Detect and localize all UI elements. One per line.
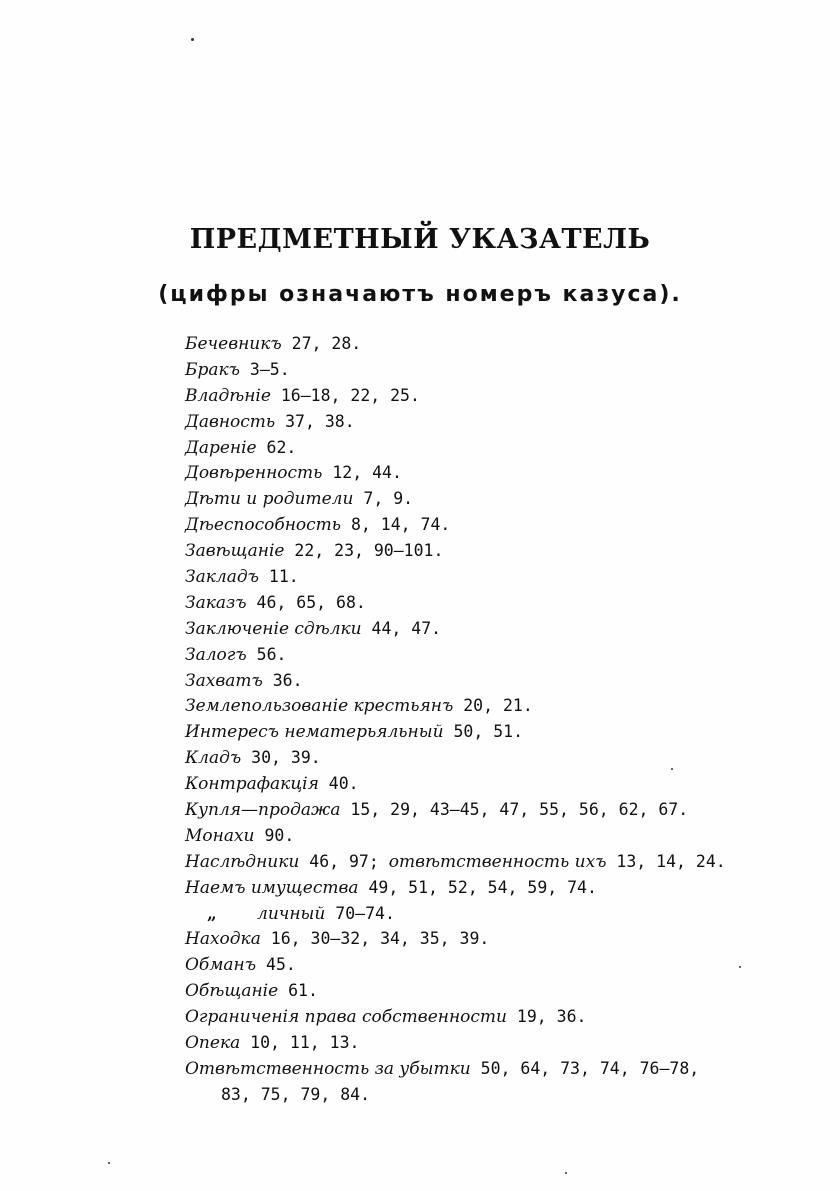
index-entry <box>185 693 745 719</box>
entry-refs: 19, 36. <box>506 1007 587 1027</box>
index-entry <box>185 486 745 512</box>
entry-term: Бечевникъ <box>185 334 282 354</box>
index-entry <box>185 1030 745 1056</box>
entry-term: Обманъ <box>185 955 257 976</box>
entry-refs: 50, 51. <box>443 722 524 742</box>
subject-index-list <box>185 331 745 1108</box>
entry-term: Наемъ имущества <box>185 877 359 898</box>
entry-term: Монахи <box>185 825 255 846</box>
index-entry <box>185 849 745 875</box>
index-entry <box>185 409 745 435</box>
entry-refs: 7, 9. <box>353 489 414 509</box>
entry-term: Давность <box>185 411 276 432</box>
entry-refs: 11. <box>258 567 299 587</box>
entry-refs: 62. <box>256 437 297 457</box>
entry-term: Владѣніе <box>185 385 271 406</box>
entry-subterm: отвѣтственность ихъ <box>388 851 607 872</box>
entry-refs: 50, 64, 73, 74, 76—78, <box>470 1058 700 1078</box>
entry-term: Отвѣтственность за убытки <box>185 1058 471 1079</box>
index-entry <box>185 383 745 409</box>
entry-refs: 16, 30—32, 34, 35, 39. <box>260 929 490 949</box>
entry-term: Интересъ нематерьяльный <box>185 722 444 743</box>
print-speck <box>565 1172 567 1174</box>
index-entry <box>185 616 745 642</box>
index-entry <box>185 512 745 538</box>
entry-term: личный <box>257 903 326 924</box>
entry-term: Дѣеспособность <box>185 515 342 536</box>
entry-subrefs: 13, 14, 24. <box>606 851 726 871</box>
index-entry-ditto <box>185 901 745 927</box>
entry-term: Заключеніе сдѣлки <box>185 618 362 639</box>
index-entry <box>185 564 745 590</box>
index-entry <box>185 590 745 616</box>
entry-refs: 37, 38. <box>275 411 355 431</box>
index-entry <box>185 460 745 486</box>
entry-term: Заказъ <box>185 592 247 613</box>
index-entry <box>185 719 745 745</box>
entry-term: Закладъ <box>185 567 259 588</box>
entry-refs: 8, 14, 74. <box>341 515 451 535</box>
index-entry <box>185 926 745 952</box>
entry-refs: 16—18, 22, 25. <box>270 385 420 405</box>
index-entry <box>185 538 745 564</box>
entry-refs: 70—74. <box>325 903 395 923</box>
page-subtitle: (цифры означаютъ номеръ казуса). <box>158 282 682 307</box>
entry-term: Опека <box>185 1033 241 1054</box>
entry-term: Контрафакція <box>185 774 319 795</box>
entry-refs: 61. <box>278 981 318 1001</box>
index-entry <box>185 745 745 771</box>
entry-term: Захватъ <box>185 670 263 691</box>
index-entry <box>185 1004 745 1030</box>
index-entry <box>185 875 745 901</box>
index-entry <box>185 357 745 383</box>
entry-term: Наслѣдники <box>185 851 300 872</box>
index-entry <box>185 952 745 978</box>
print-speck <box>108 1162 110 1164</box>
entry-term: Завѣщаніе <box>185 541 285 562</box>
entry-term: Находка <box>185 929 261 950</box>
index-entry <box>185 642 745 668</box>
index-entry <box>185 1056 745 1082</box>
index-entry <box>185 797 745 823</box>
entry-term: Залогъ <box>185 644 247 665</box>
entry-refs: 30, 39. <box>241 748 321 768</box>
entry-term: Землепользованіе крестьянъ <box>185 696 454 717</box>
page-title: ПРЕДМЕТНЫЙ УКАЗАТЕЛЬ <box>189 224 651 255</box>
ditto-mark: „ <box>207 903 217 924</box>
entry-refs: 27, 28. <box>281 334 362 353</box>
entry-refs: 10, 11, 13. <box>240 1033 360 1053</box>
entry-term: Кладъ <box>185 748 242 769</box>
print-speck <box>191 38 194 41</box>
entry-refs: 44, 47. <box>361 618 442 638</box>
entry-refs: 46, 97; <box>299 851 389 871</box>
entry-refs: 15, 29, 43—45, 47, 55, 56, 62, 67. <box>340 800 689 820</box>
entry-refs: 3—5. <box>240 359 290 379</box>
index-entry <box>185 668 745 694</box>
entry-term: Обѣщаніе <box>185 981 279 1002</box>
index-entry <box>185 771 745 797</box>
entry-refs: 20, 21. <box>453 696 533 716</box>
entry-refs: 45. <box>256 955 296 975</box>
entry-refs: 56. <box>246 644 287 664</box>
index-entry <box>185 435 745 461</box>
entry-refs: 22, 23, 90—101. <box>284 541 444 561</box>
entry-term: Ограниченія права собственности <box>185 1007 507 1028</box>
index-entry-continuation <box>185 1082 745 1108</box>
entry-term: Довѣренность <box>185 463 323 484</box>
entry-refs: 36. <box>262 670 303 690</box>
entry-refs: 12, 44. <box>322 463 402 483</box>
entry-refs: 90. <box>254 825 295 845</box>
index-entry <box>185 978 745 1004</box>
index-entry <box>185 823 745 849</box>
entry-term: Дареніе <box>185 437 257 458</box>
entry-refs: 83, 75, 79, 84. <box>221 1084 371 1104</box>
entry-refs: 46, 65, 68. <box>246 592 366 612</box>
entry-term: Дѣти и родители <box>185 489 354 510</box>
entry-term: Бракъ <box>185 359 240 380</box>
entry-refs: 49, 51, 52, 54, 59, 74. <box>358 877 597 897</box>
entry-refs: 40. <box>318 774 359 794</box>
entry-term: Купля—продажа <box>185 800 341 821</box>
index-entry <box>185 331 745 357</box>
